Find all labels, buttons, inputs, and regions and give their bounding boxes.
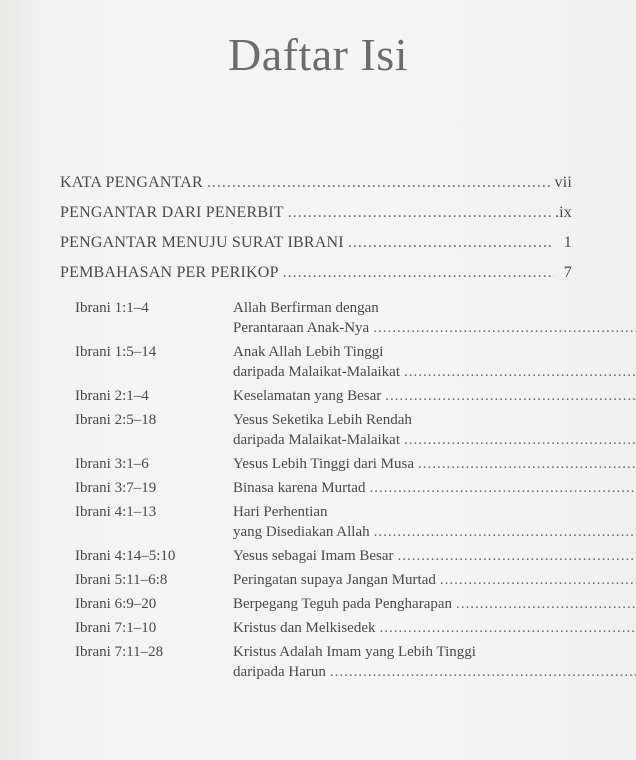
pericope-reference: Ibrani 2:1–4: [75, 388, 149, 404]
dot-leader: [398, 546, 636, 566]
pericope-title-line1: Allah Berfirman dengan: [233, 300, 379, 316]
pericope-title-line2: daripada Malaikat-Malaikat: [233, 432, 401, 448]
toc-entry-page: 1: [563, 234, 572, 251]
pericope-title-line1: Yesus Seketika Lebih Rendah: [233, 412, 412, 428]
pericope-entry: [75, 386, 572, 406]
pericope-entry: [75, 298, 572, 338]
toc-entry-label: PEMBAHASAN PER PERIKOP: [60, 264, 279, 281]
dot-leader: [404, 362, 636, 382]
dot-leader: [385, 386, 636, 406]
dot-leader: [283, 264, 554, 282]
dot-leader: [330, 662, 636, 682]
dot-leader: [418, 454, 636, 474]
pericope-entry: [75, 502, 572, 542]
dot-leader: [373, 318, 636, 338]
pericope-title: Binasa karena Murtad: [233, 480, 366, 496]
pericope-reference: Ibrani 3:7–19: [75, 480, 157, 496]
pericope-entry: [75, 594, 572, 614]
dot-leader: [440, 570, 636, 590]
pericope-reference: Ibrani 1:1–4: [75, 300, 149, 316]
pericope-entry: [75, 546, 572, 566]
dot-leader: [404, 430, 636, 450]
toc-entry-label: PENGANTAR DARI PENERBIT: [60, 204, 284, 221]
dot-leader: [374, 522, 636, 542]
toc-entry-label: KATA PENGANTAR: [60, 174, 203, 191]
pericope-reference: Ibrani 7:11–28: [75, 644, 164, 660]
pericope-reference: Ibrani 7:1–10: [75, 620, 157, 636]
pericope-reference: Ibrani 2:5–18: [75, 412, 157, 428]
page-title: Daftar Isi: [228, 29, 408, 80]
pericope-reference: Ibrani 1:5–14: [75, 344, 157, 360]
pericope-title: Kristus dan Melkisedek: [233, 620, 376, 636]
dot-leader: [207, 174, 551, 192]
pericope-entry: [75, 410, 572, 450]
toc-entry: [60, 234, 572, 264]
toc-entry: [60, 264, 572, 294]
pericope-entry: [75, 570, 572, 590]
pericope-reference: Ibrani 3:1–6: [75, 456, 149, 472]
pericope-title-line1: Kristus Adalah Imam yang Lebih Tinggi: [233, 644, 476, 660]
dot-leader: [348, 234, 554, 252]
toc-pericope-list: [75, 298, 572, 686]
dot-leader: [369, 478, 636, 498]
toc-entry: [60, 174, 572, 204]
pericope-title-line2: Perantaraan Anak-Nya: [233, 320, 370, 336]
toc-entry-page: .ix: [554, 204, 572, 221]
dot-leader: [288, 204, 551, 222]
pericope-entry: [75, 478, 572, 498]
pericope-entry: [75, 642, 572, 682]
pericope-title-line2: daripada Harun: [233, 664, 326, 680]
pericope-title-line1: Hari Perhentian: [233, 504, 328, 520]
pericope-title: Yesus Lebih Tinggi dari Musa: [233, 456, 415, 472]
pericope-title-line2: yang Disediakan Allah: [233, 524, 370, 540]
pericope-reference: Ibrani 6:9–20: [75, 596, 157, 612]
pericope-title-line2: daripada Malaikat-Malaikat: [233, 364, 401, 380]
pericope-entry: [75, 454, 572, 474]
pericope-reference: Ibrani 4:14–5:10: [75, 548, 176, 564]
toc-entry-label: PENGANTAR MENUJU SURAT IBRANI: [60, 234, 344, 251]
pericope-reference: Ibrani 4:1–13: [75, 504, 157, 520]
pericope-title: Yesus sebagai Imam Besar: [233, 548, 394, 564]
pericope-entry: [75, 342, 572, 382]
pericope-entry: [75, 618, 572, 638]
pericope-title-line1: Anak Allah Lebih Tinggi: [233, 344, 384, 360]
toc-entry: [60, 204, 572, 234]
toc-main-list: [60, 174, 572, 294]
pericope-title: Berpegang Teguh pada Pengharapan: [233, 596, 453, 612]
dot-leader: [456, 594, 636, 614]
toc-entry-page: vii: [554, 174, 572, 191]
dot-leader: [379, 618, 636, 638]
pericope-title: Peringatan supaya Jangan Murtad: [233, 572, 436, 588]
pericope-reference: Ibrani 5:11–6:8: [75, 572, 168, 588]
toc-entry-page: 7: [563, 264, 572, 281]
pericope-title: Keselamatan yang Besar: [233, 388, 382, 404]
